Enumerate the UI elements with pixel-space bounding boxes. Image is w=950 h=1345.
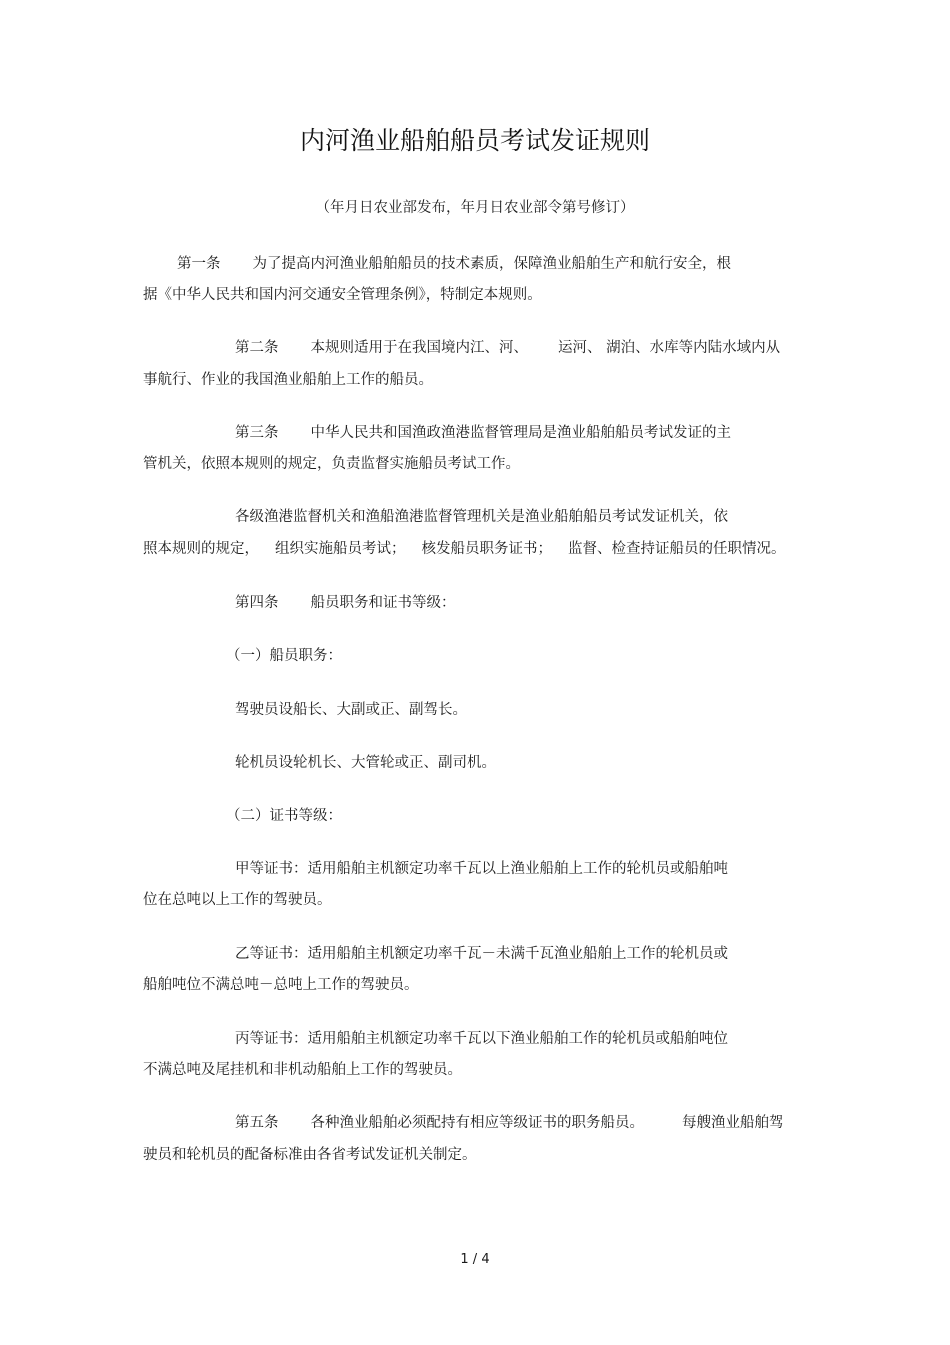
duties-item-2: 轮机员设轮机长、大管轮或正、副司机。 xyxy=(235,755,496,771)
article-4-text: 船员职务和证书等级： xyxy=(310,595,456,611)
grade-jia-line-2: 位在总吨以上工作的驾驶员。 xyxy=(143,892,332,908)
document-title: 内河渔业船舶船员考试发证规则 xyxy=(299,126,650,155)
grade-jia-line-1: 甲等证书：适用船舶主机额定功率千瓦以上渔业船舶上工作的轮机员或船舶吨 xyxy=(235,861,728,877)
article-2-line-2: 事航行、作业的我国渔业船舶上工作的船员。 xyxy=(143,372,433,388)
duties-item-1: 驾驶员设船长、大副或正、副驾长。 xyxy=(235,702,467,718)
article-2-text-a: 本规则适用于在我国境内江、河、 xyxy=(310,340,528,356)
article-5-text-b: 每艘渔业船舶驾 xyxy=(682,1115,784,1131)
article-1-line-2: 据《中华人民共和国内河交通安全管理条例》，特制定本规则。 xyxy=(143,287,542,303)
grade-yi-line-2: 船舶吨位不满总吨－总吨上工作的驾驶员。 xyxy=(143,977,419,993)
document-subtitle: （年月日农业部发布，年月日农业部令第号修订） xyxy=(315,200,635,216)
article-4-label: 第四条 xyxy=(235,595,279,611)
article-2-text-b: 运河、 湖泊、水库等内陆水域内从 xyxy=(558,340,781,356)
agencies-clause-1: 照本规则的规定， xyxy=(143,541,259,557)
article-1-line-1 xyxy=(177,254,731,274)
grade-bing-line-1: 丙等证书：适用船舶主机额定功率千瓦以下渔业船舶工作的轮机员或船舶吨位 xyxy=(235,1031,728,1047)
agencies-clause-4: 监督、检查持证船员的任职情况。 xyxy=(568,541,786,557)
article-3-line-2: 管机关，依照本规则的规定，负责监督实施船员考试工作。 xyxy=(143,456,520,472)
grades-heading: （二）证书等级： xyxy=(226,808,342,824)
agencies-clause-3: 核发船员职务证书； xyxy=(421,541,552,557)
article-4-line xyxy=(235,593,456,613)
article-1-label: 第一条 xyxy=(177,256,221,272)
article-3-text: 中华人民共和国渔政渔港监督管理局是渔业船舶船员考试发证的主 xyxy=(310,425,731,441)
page-number: 1 / 4 xyxy=(460,1252,490,1267)
article-1-text: 为了提高内河渔业船舶船员的技术素质，保障渔业船舶生产和航行安全，根 xyxy=(252,256,731,272)
article-3-label: 第三条 xyxy=(235,425,279,441)
article-5-label: 第五条 xyxy=(235,1115,279,1131)
paragraph-agencies-line-1: 各级渔港监督机关和渔船渔港监督管理机关是渔业船舶船员考试发证机关，依 xyxy=(235,509,728,525)
article-2-line-1 xyxy=(235,338,780,358)
article-5-line-2: 驶员和轮机员的配备标准由各省考试发证机关制定。 xyxy=(143,1147,477,1163)
grade-bing-line-2: 不满总吨及尾挂机和非机动船舶上工作的驾驶员。 xyxy=(143,1062,462,1078)
agencies-clause-2: 组织实施船员考试； xyxy=(275,541,406,557)
article-2-label: 第二条 xyxy=(235,340,279,356)
grade-yi-line-1: 乙等证书：适用船舶主机额定功率千瓦－未满千瓦渔业船舶上工作的轮机员或 xyxy=(235,946,728,962)
article-5-text-a: 各种渔业船舶必须配持有相应等级证书的职务船员。 xyxy=(310,1115,644,1131)
article-5-line-1 xyxy=(235,1113,784,1133)
article-3-line-1 xyxy=(235,423,731,443)
paragraph-agencies-line-2 xyxy=(143,539,786,559)
duties-heading: （一）船员职务： xyxy=(226,648,342,664)
